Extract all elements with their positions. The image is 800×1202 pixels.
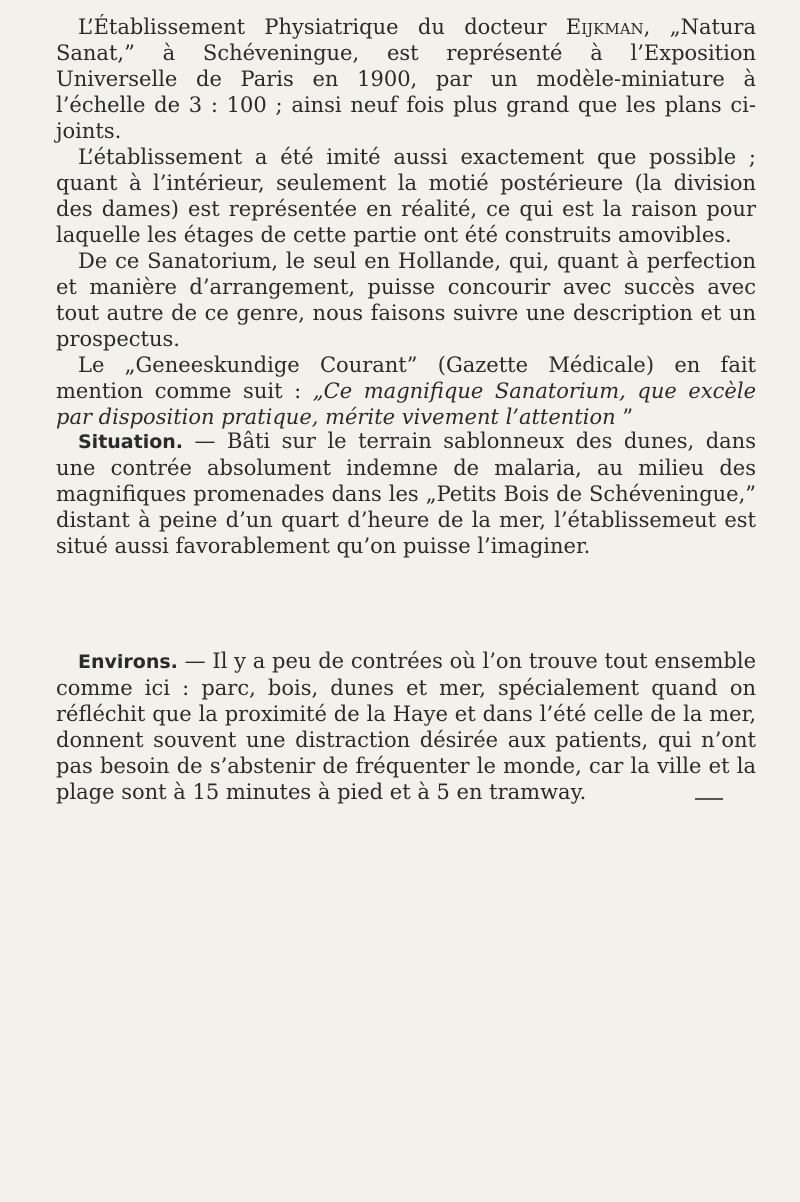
- environs-section: [56, 648, 756, 805]
- intro-paragraph-4: [56, 352, 756, 430]
- situation-paragraph: [56, 428, 756, 559]
- environs-dash: —: [177, 649, 213, 673]
- gazette-mention: Le „Geneeskundige Courant” (Gazette Médicale) en fait mention comme suit :: [56, 353, 756, 403]
- intro-paragraph-2: L’établissement a été imité aussi exactement que possible ; quant à l’intérieur, seulement la motié postérieure (la division des dames) est représentée en réalité, ce qui est la raison pour laquelle les étages de cette partie ont été construits amovibles.: [56, 145, 756, 247]
- situation-text: Bâti sur le terrain sablonneux des dunes, dans une contrée absolument indemne de malaria, au milieu des magnifiques promenades dans les „Petits Bois de Schéveningue,” distant à peine d’un quart d’heure de la mer, l’établissemeut est situé aussi favorablement qu’on puisse l’imaginer.: [56, 429, 756, 558]
- environs-heading: Environs.: [78, 651, 178, 673]
- gazette-quote: „Ce magnifique Sanatorium, que excèle par disposition pratique, mérite vivement l’attention: [56, 379, 756, 429]
- situation-dash: —: [183, 429, 228, 453]
- environs-text: Il y a peu de contrées où l’on trouve tout ensemble comme ici : parc, bois, dunes et mer, spécialement quand on réfléchit que la proximité de la Haye et dans l’été celle de la mer, donnent souvent une distraction désirée aux patients, qui n’ont pas besoin de s’abstenir de fréquenter le monde, car la ville et la plage sont à 15 minutes à pied et à 5 en tramway.: [56, 649, 756, 804]
- doctor-name: Eijkman: [565, 15, 644, 39]
- intro-paragraph-1: [56, 14, 756, 144]
- end-rule: [695, 798, 723, 800]
- intro-text: L’Établissement Physiatrique du docteur: [78, 15, 566, 39]
- intro-text-continued: , „Natura Sanat,” à Schéveningue, est représenté à l’Exposition Universelle de Paris en 1900, par un modèle-miniature à l’échelle de 3 : 100 ; ainsi neuf fois plus grand que les plans ci-joints.: [56, 15, 756, 143]
- quote-close: ”: [615, 405, 634, 429]
- situation-section: [56, 428, 756, 559]
- situation-heading: Situation.: [78, 431, 184, 453]
- environs-paragraph: [56, 648, 756, 805]
- intro-section: [56, 14, 756, 430]
- intro-paragraph-3: De ce Sanatorium, le seul en Hollande, qui, quant à perfection et manière d’arrangement, puisse concourir avec succès avec tout autre de ce genre, nous faisons suivre une description et un prospectus.: [56, 249, 756, 351]
